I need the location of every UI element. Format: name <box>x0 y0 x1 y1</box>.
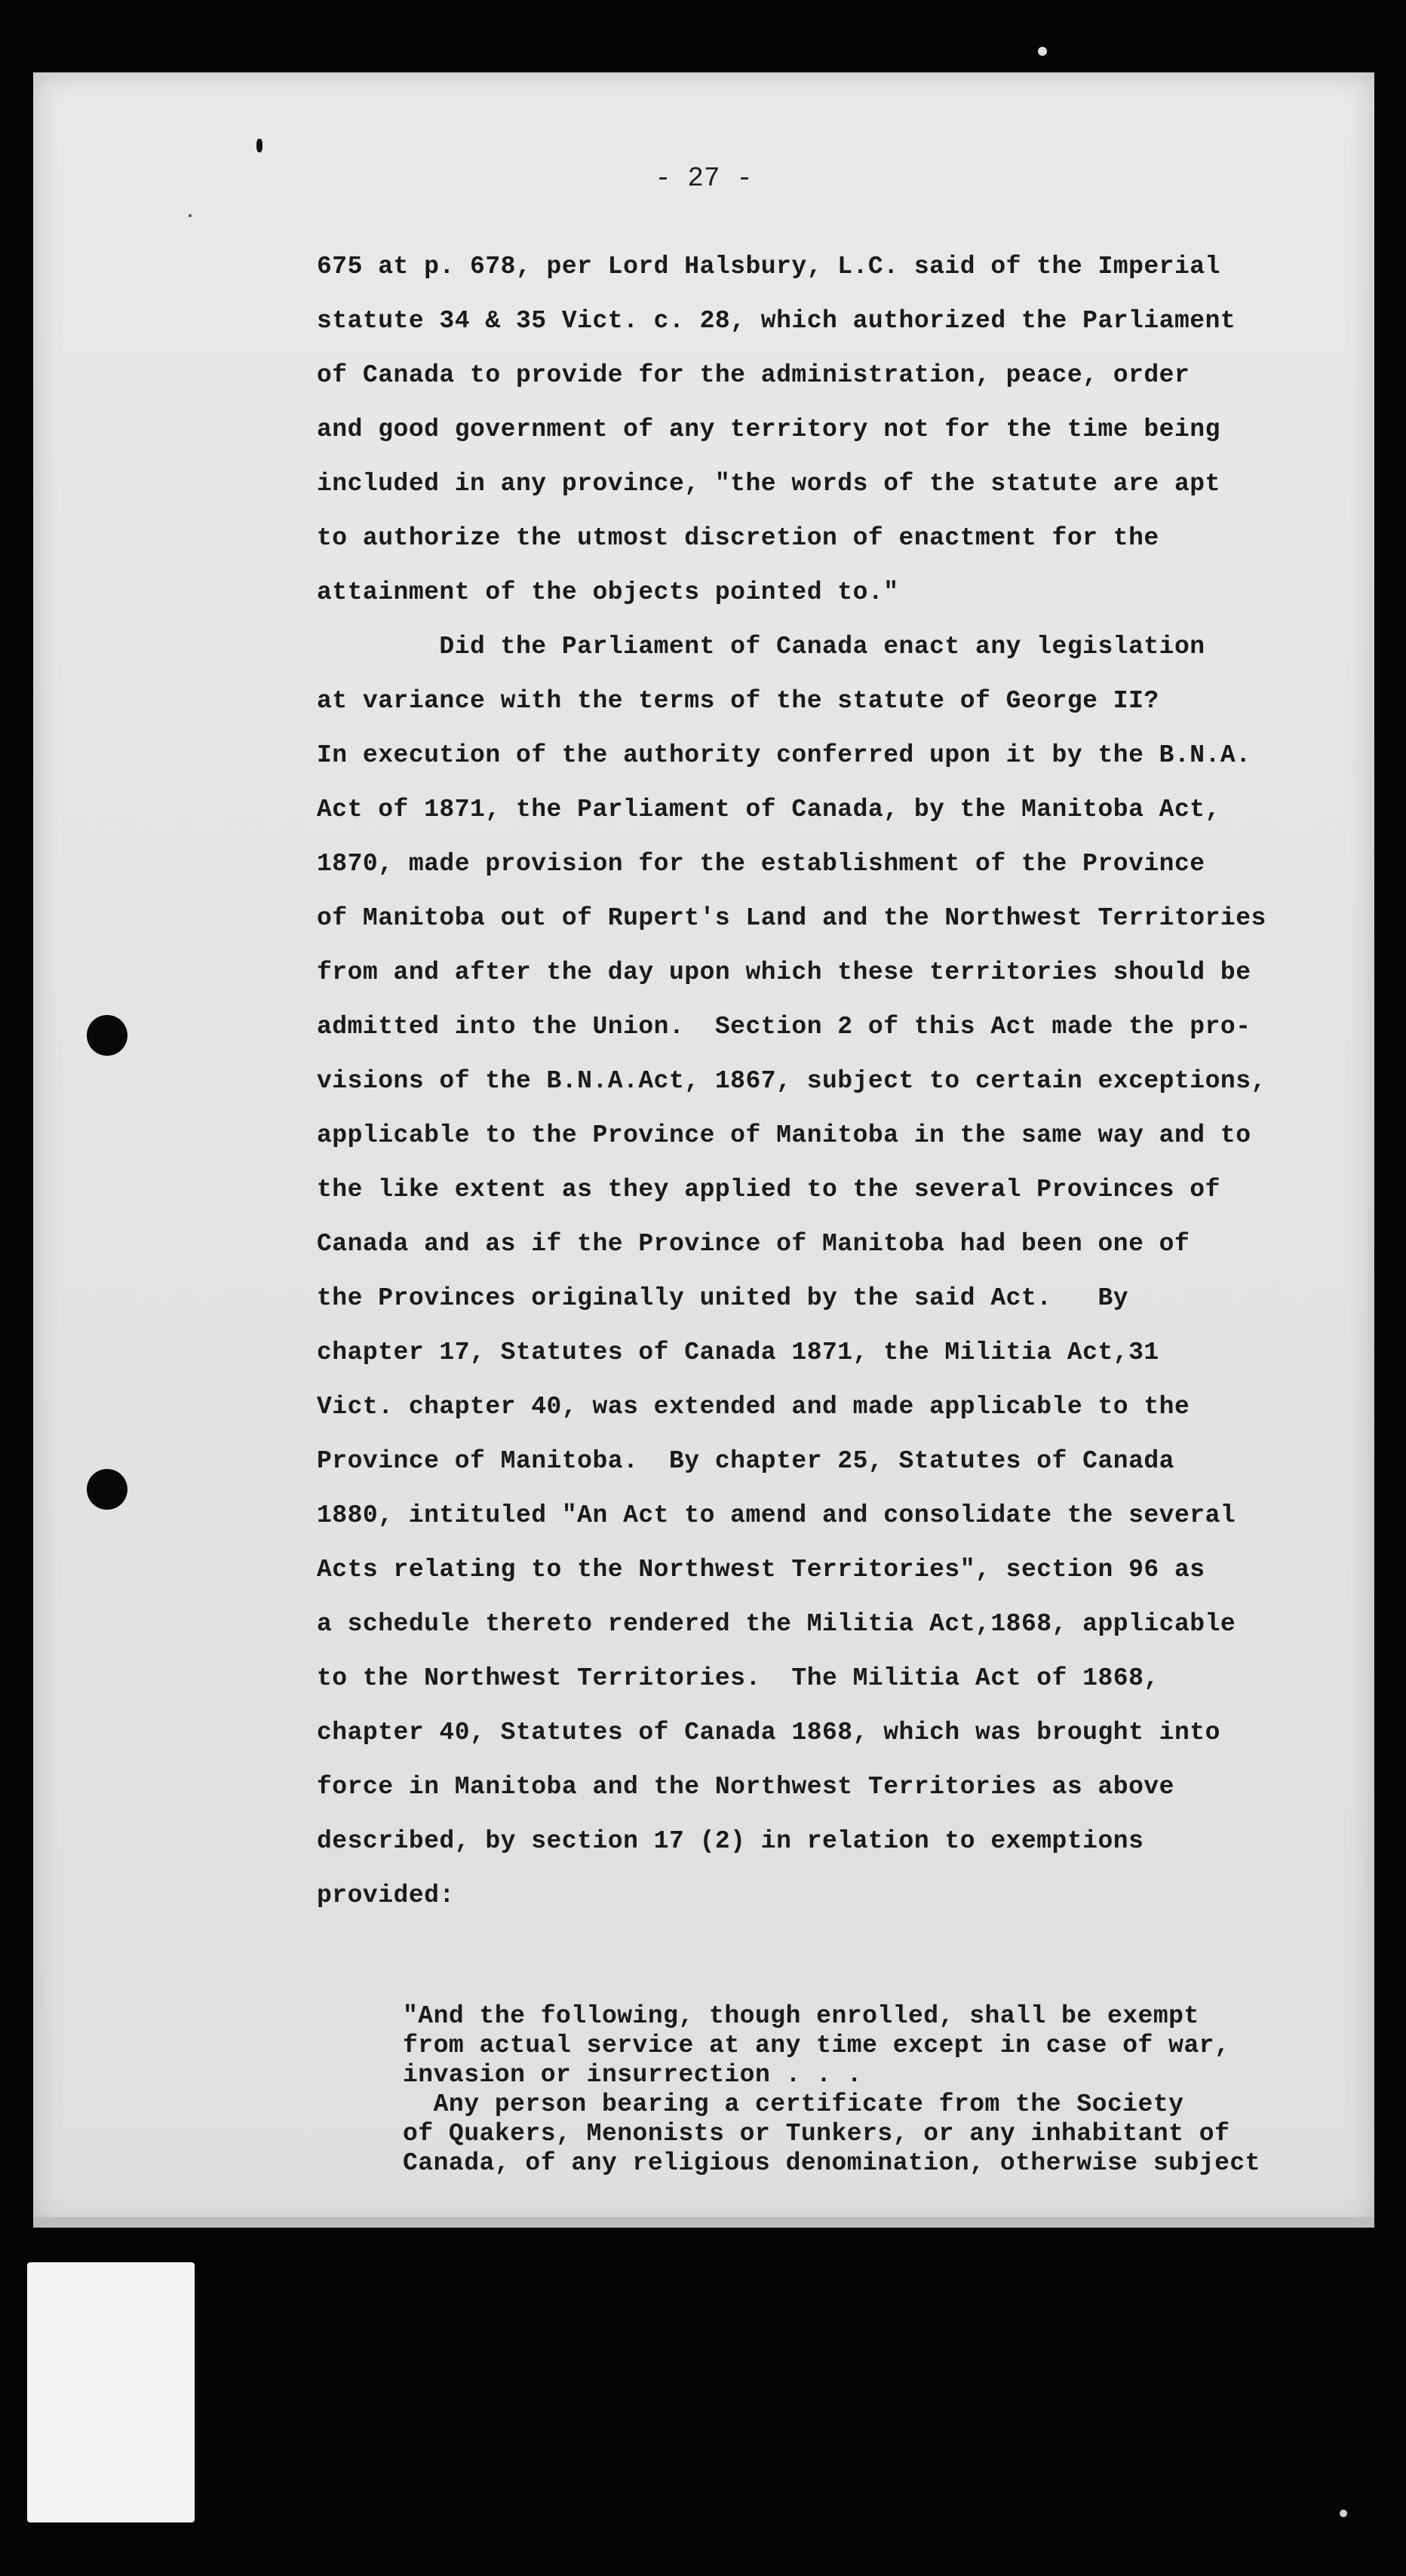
punch-hole-lower <box>87 1469 127 1510</box>
quote-text-line: invasion or insurrection . . . <box>403 2061 863 2089</box>
body-text-line: visions of the B.N.A.Act, 1867, subject to certain exceptions, <box>317 1067 1266 1095</box>
body-text-line: force in Manitoba and the Northwest Territories as above <box>317 1773 1174 1801</box>
body-text-line: to authorize the utmost discretion of enactment for the <box>317 524 1159 552</box>
body-text-line: the Provinces originally united by the said Act. By <box>317 1284 1129 1312</box>
body-text-line: admitted into the Union. Section 2 of this Act made the pro- <box>317 1013 1251 1041</box>
dust-speck <box>189 214 192 217</box>
body-text-line: the like extent as they applied to the several Provinces of <box>317 1176 1220 1204</box>
body-text-line: attainment of the objects pointed to." <box>317 578 899 606</box>
quote-text-line: "And the following, though enrolled, shall be exempt <box>403 2002 1199 2030</box>
dust-speck <box>256 139 262 152</box>
archive-label-card <box>27 2262 195 2522</box>
body-text-line: and good government of any territory not for the time being <box>317 416 1220 443</box>
body-text-line: Province of Manitoba. By chapter 25, Statutes of Canada <box>317 1447 1174 1475</box>
body-text <box>317 240 1403 1923</box>
dust-speck <box>1340 2510 1347 2517</box>
body-text-line: Vict. chapter 40, was extended and made applicable to the <box>317 1393 1190 1421</box>
body-text-line: chapter 17, Statutes of Canada 1871, the Militia Act,31 <box>317 1339 1159 1366</box>
page-bottom-edge <box>33 2217 1374 2228</box>
body-text-line: Did the Parliament of Canada enact any legislation <box>317 633 1205 661</box>
body-text-line: at variance with the terms of the statute of George II? <box>317 687 1159 715</box>
body-text-line: 675 at p. 678, per Lord Halsbury, L.C. said of the Imperial <box>317 253 1220 281</box>
body-text-line: In execution of the authority conferred upon it by the B.N.A. <box>317 741 1251 769</box>
quote-text-line: of Quakers, Menonists or Tunkers, or any inhabitant of <box>403 2120 1230 2148</box>
block-quote <box>403 2001 1398 2178</box>
body-text-line: from and after the day upon which these territories should be <box>317 958 1251 986</box>
body-text-line: 1870, made provision for the establishment of the Province <box>317 850 1205 878</box>
body-text-line: Acts relating to the Northwest Territories", section 96 as <box>317 1556 1205 1584</box>
body-text-line: statute 34 & 35 Vict. c. 28, which authorized the Parliament <box>317 307 1236 335</box>
dust-speck <box>1038 47 1047 56</box>
body-text-line: Canada and as if the Province of Manitoba had been one of <box>317 1230 1190 1258</box>
body-text-line: of Manitoba out of Rupert's Land and the Northwest Territories <box>317 904 1266 932</box>
document-page <box>33 72 1374 2226</box>
body-text-line: included in any province, "the words of the statute are apt <box>317 470 1220 498</box>
body-text-line: applicable to the Province of Manitoba in the same way and to <box>317 1121 1251 1149</box>
body-text-line: chapter 40, Statutes of Canada 1868, which was brought into <box>317 1719 1220 1746</box>
punch-hole-upper <box>87 1015 127 1056</box>
body-text-line: to the Northwest Territories. The Militia Act of 1868, <box>317 1664 1159 1692</box>
quote-text-line: Any person bearing a certificate from the Society <box>403 2090 1184 2118</box>
page-number: - 27 - <box>655 163 753 194</box>
body-text-line: described, by section 17 (2) in relation to exemptions <box>317 1827 1144 1855</box>
body-text-line: of Canada to provide for the administration, peace, order <box>317 361 1190 389</box>
quote-text-line: Canada, of any religious denomination, otherwise subject <box>403 2149 1260 2177</box>
body-text-line: provided: <box>317 1881 455 1909</box>
body-text-line: Act of 1871, the Parliament of Canada, by the Manitoba Act, <box>317 796 1220 823</box>
quote-text-line: from actual service at any time except in case of war, <box>403 2032 1230 2059</box>
body-text-line: a schedule thereto rendered the Militia Act,1868, applicable <box>317 1610 1236 1638</box>
body-text-line: 1880, intituled "An Act to amend and consolidate the several <box>317 1501 1236 1529</box>
